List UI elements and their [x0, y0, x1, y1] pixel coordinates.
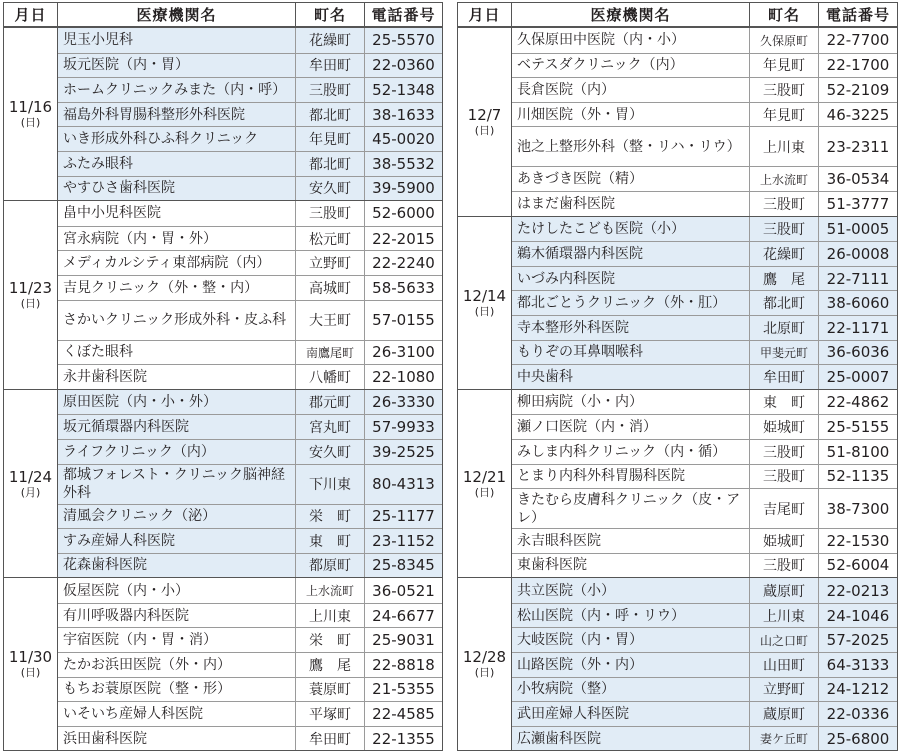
- clinic-rows: [58, 390, 442, 578]
- town-name: 妻ケ丘町: [750, 727, 819, 751]
- clinic-name: とまり内科外科胃腸科医院: [512, 465, 750, 489]
- clinic-name: 武田産婦人科医院: [512, 702, 750, 726]
- clinic-name: やすひさ歯科医院: [58, 177, 296, 201]
- clinic-name: 都城フォレスト・クリニック脳神経外科: [58, 465, 296, 504]
- table-row: [58, 677, 442, 702]
- town-name: 花繰町: [296, 28, 365, 53]
- phone-number: 26-3100: [372, 343, 435, 362]
- clinic-name: たけしたこども医院（小）: [512, 217, 750, 242]
- date-group: [3, 390, 443, 579]
- date-cell: [4, 201, 58, 389]
- header-town: 町名: [295, 3, 364, 26]
- clinic-name: 坂元医院（内・胃）: [58, 54, 296, 78]
- town-name: 姫城町: [750, 529, 819, 553]
- town-name: 三股町: [296, 201, 365, 226]
- clinic-name: 仮屋医院（内・小）: [58, 578, 296, 603]
- date-cell: [458, 390, 512, 578]
- town-name: 年見町: [750, 103, 819, 127]
- date-label: 12/21: [462, 467, 507, 486]
- town-name: 三股町: [296, 78, 365, 102]
- phone-number: 22-1355: [372, 729, 435, 748]
- phone-number: 24-6677: [372, 606, 435, 625]
- date-group: [457, 390, 898, 579]
- phone-number: 38-1633: [372, 105, 435, 124]
- table-row: [58, 364, 442, 389]
- town-name: 蔵原町: [750, 702, 819, 726]
- clinic-name: ふたみ眼科: [58, 152, 296, 176]
- clinic-name: いそいち産婦人科医院: [58, 702, 296, 726]
- table-row: [58, 151, 442, 176]
- table-row: [512, 166, 897, 191]
- table-row: [512, 464, 897, 489]
- date-group: [3, 28, 443, 201]
- clinic-name: すみ産婦人科医院: [58, 529, 296, 553]
- date-cell: [458, 578, 512, 750]
- table-row: [58, 340, 442, 365]
- clinic-name: 池之上整形外科（整・リハ・リウ）: [512, 127, 750, 166]
- clinic-name: 長倉医院（内）: [512, 78, 750, 102]
- date-group: [457, 217, 898, 390]
- town-name: 姫城町: [750, 415, 819, 439]
- phone-number: 36-6036: [826, 343, 890, 362]
- town-name: 東 町: [750, 390, 819, 415]
- date-label: 11/16: [8, 98, 53, 117]
- table-row: [58, 102, 442, 127]
- town-name: 甲斐元町: [750, 341, 819, 365]
- phone-number: 45-0020: [372, 130, 435, 149]
- table-row: [58, 726, 442, 751]
- phone-number: 58-5633: [372, 278, 435, 297]
- table-row: [58, 300, 442, 340]
- table-row: [58, 414, 442, 439]
- phone-number: 25-8345: [372, 556, 435, 575]
- table-row: [512, 627, 897, 652]
- clinic-name: 宮永病院（内・胃・外）: [58, 227, 296, 251]
- town-name: 上水流町: [750, 167, 819, 191]
- weekday-label: (日): [474, 666, 495, 680]
- table-row: [512, 266, 897, 291]
- phone-number: 22-0336: [826, 705, 890, 724]
- phone-number: 57-2025: [826, 631, 890, 650]
- date-group: [457, 578, 898, 751]
- table-row: [512, 701, 897, 726]
- header-tel: 電話番号: [818, 3, 897, 26]
- phone-number: 51-8100: [826, 442, 890, 461]
- table-row: [512, 528, 897, 553]
- clinic-name: ベテスダクリニック（内）: [512, 54, 750, 78]
- clinic-name: 広瀬歯科医院: [512, 727, 750, 751]
- clinic-name: 松山医院（内・呼・リウ）: [512, 604, 750, 628]
- header-tel: 電話番号: [364, 3, 442, 26]
- weekday-label: (日): [20, 116, 41, 130]
- town-name: 北原町: [750, 316, 819, 340]
- town-name: 上川東: [750, 604, 819, 628]
- clinic-name: たかお浜田医院（外・内）: [58, 653, 296, 677]
- header-name: 医療機関名: [511, 3, 749, 26]
- table-row: [58, 603, 442, 628]
- phone-number: 25-1177: [372, 507, 435, 526]
- phone-number: 25-5570: [372, 31, 435, 50]
- clinic-name: いづみ内科医院: [512, 267, 750, 291]
- table-row: [512, 102, 897, 127]
- phone-number: 51-0005: [826, 219, 890, 238]
- town-name: 吉尾町: [750, 489, 819, 528]
- clinic-name: 永吉眼科医院: [512, 529, 750, 553]
- clinic-name: 清風会クリニック（泌）: [58, 505, 296, 529]
- phone-number: 23-2311: [826, 137, 890, 156]
- clinic-name: いき形成外科ひふ科クリニック: [58, 127, 296, 151]
- table-row: [512, 578, 897, 603]
- phone-number: 25-6800: [826, 729, 890, 748]
- date-label: 12/14: [462, 286, 507, 305]
- clinic-name: 山路医院（外・内）: [512, 653, 750, 677]
- town-name: 牟田町: [296, 54, 365, 78]
- clinic-name: さかいクリニック形成外科・皮ふ科: [58, 301, 296, 340]
- clinic-name: 鵜木循環器内科医院: [512, 242, 750, 266]
- table-row: [512, 126, 897, 166]
- town-name: 都北町: [296, 152, 365, 176]
- table-row: [512, 677, 897, 702]
- phone-number: 25-0007: [826, 367, 890, 386]
- town-name: 年見町: [296, 127, 365, 151]
- town-name: 牟田町: [750, 365, 819, 389]
- table-row: [58, 176, 442, 201]
- town-name: 鷹 尾: [750, 267, 819, 291]
- date-cell: [458, 217, 512, 389]
- date-cell: [4, 578, 58, 750]
- table-row: [58, 390, 442, 415]
- table-row: [58, 77, 442, 102]
- date-label: 11/30: [8, 648, 53, 667]
- clinic-rows: [512, 28, 897, 216]
- schedule-table-left: [3, 2, 443, 751]
- phone-number: 21-5355: [372, 680, 435, 699]
- town-name: 山之口町: [750, 628, 819, 652]
- phone-number: 39-5900: [372, 179, 435, 198]
- date-cell: [4, 28, 58, 200]
- clinic-name: 有川呼吸器内科医院: [58, 604, 296, 628]
- clinic-name: 川畑医院（外・胃）: [512, 103, 750, 127]
- clinic-rows: [58, 28, 442, 200]
- phone-number: 22-8818: [372, 655, 435, 674]
- weekday-label: (日): [20, 296, 41, 310]
- table-row: [58, 126, 442, 151]
- phone-number: 22-1171: [826, 318, 890, 337]
- phone-number: 24-1212: [826, 680, 890, 699]
- phone-number: 25-5155: [826, 418, 890, 437]
- town-name: 平塚町: [296, 702, 365, 726]
- table-row: [58, 439, 442, 464]
- table-row: [58, 504, 442, 529]
- phone-number: 39-2525: [372, 442, 435, 461]
- table-row: [512, 553, 897, 578]
- clinic-name: 都北ごとうクリニック（外・肛）: [512, 291, 750, 315]
- date-label: 11/23: [8, 278, 53, 297]
- phone-number: 57-0155: [372, 311, 435, 330]
- clinic-name: 永井歯科医院: [58, 365, 296, 389]
- phone-number: 52-1348: [372, 80, 435, 99]
- date-label: 11/24: [8, 467, 53, 486]
- table-row: [512, 364, 897, 389]
- header-date: 月日: [14, 6, 47, 24]
- clinic-rows: [58, 578, 442, 750]
- phone-number: 22-2015: [372, 229, 435, 248]
- town-name: 三股町: [750, 217, 819, 242]
- table-row: [58, 53, 442, 78]
- phone-number: 25-9031: [372, 631, 435, 650]
- town-name: 宮丸町: [296, 415, 365, 439]
- date-label: 12/7: [467, 105, 502, 124]
- date-label: 12/28: [462, 648, 507, 667]
- phone-number: 22-1530: [826, 531, 890, 550]
- date-group: [3, 201, 443, 390]
- clinic-rows: [58, 201, 442, 389]
- town-name: 都北町: [296, 103, 365, 127]
- clinic-name: 東歯科医院: [512, 554, 750, 578]
- phone-number: 36-0521: [372, 581, 435, 600]
- phone-number: 57-9933: [372, 418, 435, 437]
- table-row: [58, 226, 442, 251]
- table-row: [512, 390, 897, 415]
- date-cell: [458, 28, 512, 216]
- clinic-name: 宇宿医院（内・胃・消）: [58, 628, 296, 652]
- clinic-rows: [512, 390, 897, 578]
- table-row: [512, 414, 897, 439]
- phone-number: 22-7700: [826, 31, 890, 50]
- clinic-name: 久保原田中医院（内・小）: [512, 28, 750, 53]
- clinic-name: 原田医院（内・小・外）: [58, 390, 296, 415]
- town-name: 牟田町: [296, 727, 365, 751]
- phone-number: 22-1080: [372, 367, 435, 386]
- phone-number: 52-6000: [372, 204, 435, 223]
- phone-number: 52-2109: [826, 80, 890, 99]
- town-name: 栄 町: [296, 628, 365, 652]
- clinic-name: ホームクリニックみまた（内・呼）: [58, 78, 296, 102]
- clinic-name: もちお蓑原医院（整・形）: [58, 678, 296, 702]
- table-row: [58, 701, 442, 726]
- town-name: 上川東: [750, 127, 819, 166]
- town-name: 上川東: [296, 604, 365, 628]
- town-name: 立野町: [296, 251, 365, 275]
- table-row: [512, 726, 897, 751]
- date-group: [457, 28, 898, 217]
- table-row: [58, 578, 442, 603]
- table-row: [512, 191, 897, 216]
- town-name: 立野町: [750, 678, 819, 702]
- town-name: 大王町: [296, 301, 365, 340]
- header-town: 町名: [749, 3, 818, 26]
- table-row: [512, 315, 897, 340]
- table-row: [512, 439, 897, 464]
- table-row: [58, 28, 442, 53]
- clinic-name: もりぞの耳鼻咽喉科: [512, 341, 750, 365]
- phone-number: 26-3330: [372, 393, 435, 412]
- phone-number: 23-1152: [372, 531, 435, 550]
- phone-number: 46-3225: [826, 105, 890, 124]
- clinic-name: 小牧病院（整）: [512, 678, 750, 702]
- weekday-label: (月): [20, 485, 41, 499]
- clinic-name: 柳田病院（小・内）: [512, 390, 750, 415]
- town-name: 年見町: [750, 54, 819, 78]
- clinic-name: 坂元循環器内科医院: [58, 415, 296, 439]
- phone-number: 22-4585: [372, 705, 435, 724]
- phone-number: 80-4313: [372, 475, 435, 493]
- weekday-label: (日): [474, 304, 495, 318]
- table-row: [58, 553, 442, 578]
- phone-number: 51-3777: [826, 194, 890, 213]
- header-name: 医療機関名: [57, 3, 295, 26]
- table-row: [512, 77, 897, 102]
- table-row: [512, 603, 897, 628]
- weekday-label: (日): [474, 123, 495, 137]
- phone-number: 22-0360: [372, 56, 435, 75]
- clinic-name: みしま内科クリニック（内・循）: [512, 440, 750, 464]
- phone-number: 38-6060: [826, 294, 890, 313]
- table-row: [512, 488, 897, 528]
- town-name: 三股町: [750, 78, 819, 102]
- table-row: [512, 340, 897, 365]
- town-name: 上水流町: [296, 578, 365, 603]
- table-row: [512, 652, 897, 677]
- phone-number: 38-5532: [372, 154, 435, 173]
- clinic-name: 共立医院（小）: [512, 578, 750, 603]
- table-row: [58, 627, 442, 652]
- table-row: [58, 464, 442, 504]
- clinic-name: 吉見クリニック（外・整・内）: [58, 276, 296, 300]
- town-name: 蓑原町: [296, 678, 365, 702]
- clinic-name: 児玉小児科: [58, 28, 296, 53]
- phone-number: 22-0213: [826, 581, 890, 600]
- town-name: 南鷹尾町: [296, 341, 365, 365]
- date-group: [3, 578, 443, 751]
- clinic-rows: [512, 217, 897, 389]
- town-name: 三股町: [750, 465, 819, 489]
- clinic-name: 大岐医院（内・胃）: [512, 628, 750, 652]
- town-name: 三股町: [750, 440, 819, 464]
- clinic-rows: [512, 578, 897, 750]
- clinic-name: 中央歯科: [512, 365, 750, 389]
- clinic-name: メディカルシティ東部病院（内）: [58, 251, 296, 275]
- phone-number: 36-0534: [826, 170, 890, 189]
- phone-number: 24-1046: [826, 606, 890, 625]
- phone-number: 22-7111: [826, 269, 890, 288]
- phone-number: 52-6004: [826, 556, 890, 575]
- town-name: 安久町: [296, 440, 365, 464]
- table-row: [58, 528, 442, 553]
- town-name: 栄 町: [296, 505, 365, 529]
- clinic-name: 寺本整形外科医院: [512, 316, 750, 340]
- town-name: 都原町: [296, 554, 365, 578]
- clinic-name: ライフクリニック（内）: [58, 440, 296, 464]
- town-name: 松元町: [296, 227, 365, 251]
- weekday-label: (日): [20, 666, 41, 680]
- clinic-name: きたむら皮膚科クリニック（皮・アレ）: [512, 489, 750, 528]
- town-name: 花繰町: [750, 242, 819, 266]
- table-row: [512, 241, 897, 266]
- town-name: 久保原町: [750, 28, 819, 53]
- town-name: 東 町: [296, 529, 365, 553]
- phone-number: 52-1135: [826, 467, 890, 486]
- table-row: [58, 250, 442, 275]
- phone-number: 22-2240: [372, 254, 435, 273]
- table-header: [3, 2, 443, 28]
- town-name: 三股町: [750, 192, 819, 216]
- town-name: 都北町: [750, 291, 819, 315]
- town-name: 蔵原町: [750, 578, 819, 603]
- clinic-name: くぼた眼科: [58, 341, 296, 365]
- table-row: [512, 217, 897, 242]
- header-date: 月日: [468, 6, 501, 24]
- table-row: [512, 290, 897, 315]
- clinic-name: はまだ歯科医院: [512, 192, 750, 216]
- clinic-name: 浜田歯科医院: [58, 727, 296, 751]
- town-name: 高城町: [296, 276, 365, 300]
- phone-number: 38-7300: [826, 499, 890, 518]
- table-row: [58, 201, 442, 226]
- clinic-name: 瀬ノ口医院（内・消）: [512, 415, 750, 439]
- schedule-table-right: [457, 2, 898, 751]
- table-row: [58, 275, 442, 300]
- town-name: 下川東: [296, 465, 365, 504]
- table-row: [512, 53, 897, 78]
- table-row: [58, 652, 442, 677]
- phone-number: 22-1700: [826, 56, 890, 75]
- town-name: 八幡町: [296, 365, 365, 389]
- clinic-name: 畠中小児科医院: [58, 201, 296, 226]
- table-row: [512, 28, 897, 53]
- town-name: 鷹 尾: [296, 653, 365, 677]
- date-cell: [4, 390, 58, 578]
- phone-number: 22-4862: [826, 393, 890, 412]
- table-header: [457, 2, 898, 28]
- phone-number: 64-3133: [826, 655, 890, 674]
- town-name: 三股町: [750, 554, 819, 578]
- weekday-label: (日): [474, 485, 495, 499]
- clinic-name: 花森歯科医院: [58, 554, 296, 578]
- clinic-name: 福島外科胃腸科整形外科医院: [58, 103, 296, 127]
- town-name: 安久町: [296, 177, 365, 201]
- town-name: 山田町: [750, 653, 819, 677]
- clinic-name: あきづき医院（精）: [512, 167, 750, 191]
- town-name: 郡元町: [296, 390, 365, 415]
- phone-number: 26-0008: [826, 244, 890, 263]
